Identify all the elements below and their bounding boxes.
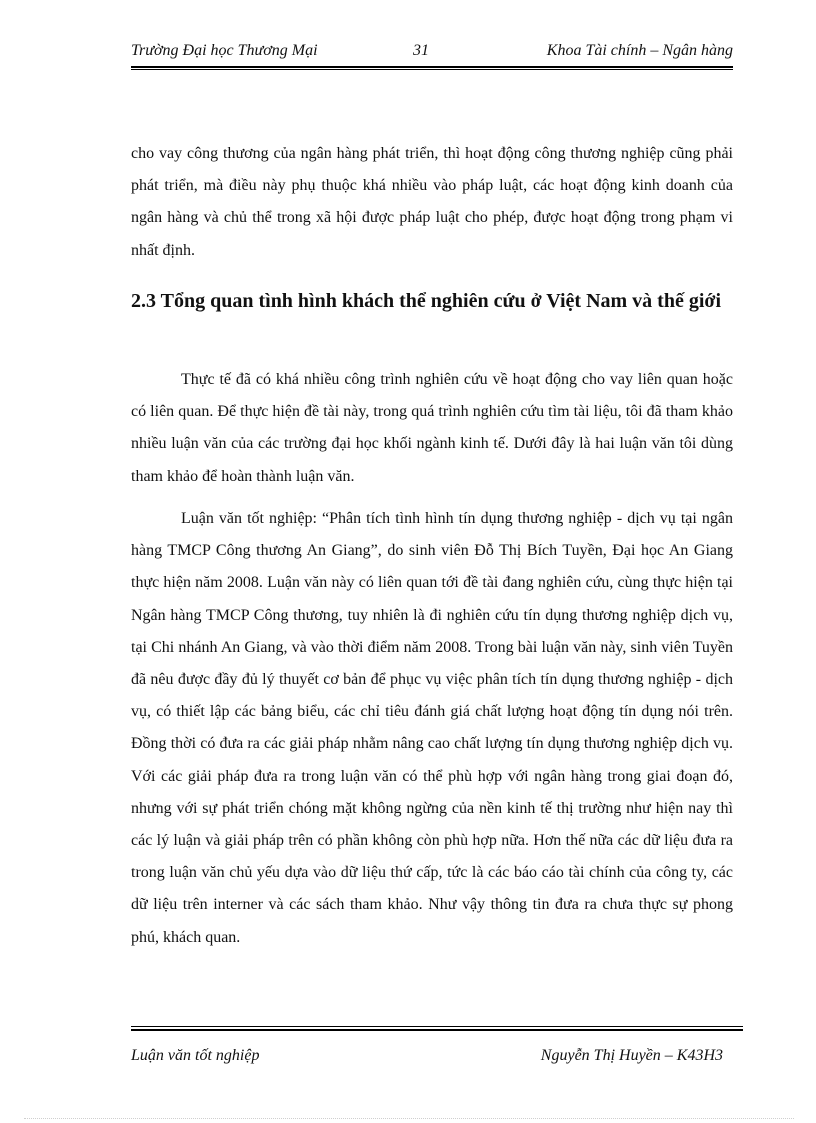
paragraph-text: cho vay công thương của ngân hàng phát triển, thì hoạt động công thương nghiệp cũng phải phát triển, mà điều này phụ thuộc khá nhiều vào pháp luật, các hoạt động kinh doanh của ngân hàng và chủ thể trong xã hội được pháp luật cho phép, được hoạt động trong phạm vi nhất định. <box>131 145 733 259</box>
body-paragraph-3 <box>131 503 733 954</box>
header-department: Khoa Tài chính – Ngân hàng <box>546 42 733 59</box>
paragraph-text: Thực tế đã có khá nhiều công trình nghiên cứu về hoạt động cho vay liên quan hoặc có liên quan. Để thực hiện đề tài này, trong quá trình nghiên cứu tìm tài liệu, tôi đã tham khảo nhiều luận văn của các trường đại học khối ngành kinh tế. Dưới đây là hai luận văn tôi dùng tham khảo để hoàn thành luận văn. <box>131 371 733 485</box>
page-edge-divider <box>24 1118 794 1119</box>
footer-left-text: Luận văn tốt nghiệp <box>131 1047 260 1064</box>
header-rule-thin <box>131 69 733 70</box>
section-heading: 2.3 Tổng quan tình hình khách thể nghiên cứu ở Việt Nam và thế giới <box>131 290 722 312</box>
header-rule-thick <box>131 66 733 68</box>
footer-right-text: Nguyễn Thị Huyền – K43H3 <box>540 1047 723 1064</box>
page-header <box>131 40 733 66</box>
footer-rule-thin <box>131 1026 743 1027</box>
footer-rule-thick <box>131 1029 743 1031</box>
paragraph-text: Luận văn tốt nghiệp: “Phân tích tình hình tín dụng thương nghiệp - dịch vụ tại ngân hàng TMCP Công thương An Giang”, do sinh viên Đỗ Thị Bích Tuyền, Đại học An Giang thực hiện năm 2008. Luận văn này có liên quan tới đề tài đang nghiên cứu, cùng thực hiện tại Ngân hàng TMCP Công thương, tuy nhiên là đi nghiên cứu tín dụng thương nghiệp dịch vụ, tại Chi nhánh An Giang, và vào thời điểm năm 2008. Trong bài luận văn này, sinh viên Tuyền đã nêu được đầy đủ lý thuyết cơ bản để phục vụ việc phân tích tín dụng thương nghiệp - dịch vụ, có thiết lập các bảng biểu, các chỉ tiêu đánh giá chất lượng hoạt động tín dụng nói trên. Đồng thời có đưa ra các giải pháp nhằm nâng cao chất lượng tín dụng thương nghiệp dịch vụ. Với các giải pháp đưa ra trong luận văn có thể phù hợp với ngân hàng trong giai đoạn đó, nhưng với sự phát triển chóng mặt không ngừng của nền kinh tế thị trường như hiện nay thì các lý luận và giải pháp trên có phần không còn phù hợp nữa. Hơn thế nữa các dữ liệu đưa ra trong luận văn chủ yếu dựa vào dữ liệu thứ cấp, tức là các báo cáo tài chính của công ty, các dữ liệu trên interner và các sách tham khảo. Như vậy thông tin đưa ra chưa thực sự phong phú, khách quan. <box>131 510 733 946</box>
page-footer <box>131 1047 743 1071</box>
header-page-number: 31 <box>413 42 429 59</box>
header-school: Trường Đại học Thương Mại <box>131 42 318 59</box>
body-paragraph-2 <box>131 364 733 493</box>
body-paragraph-1 <box>131 138 733 267</box>
